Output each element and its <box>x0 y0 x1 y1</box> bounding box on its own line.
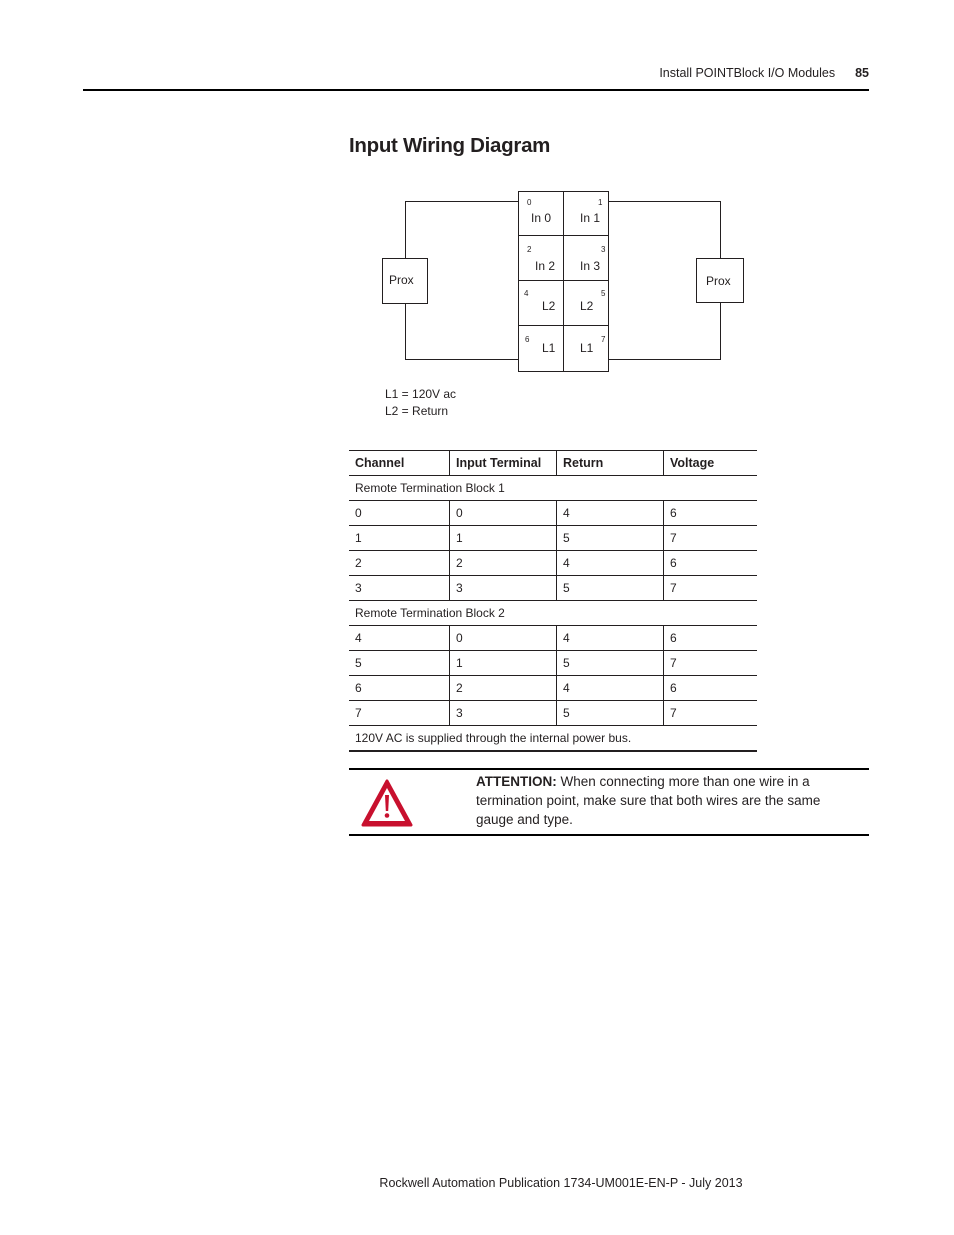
table-cell: 1 <box>450 651 557 676</box>
column-header: Return <box>557 451 664 476</box>
table-group-row <box>349 476 757 501</box>
table-row <box>349 701 757 726</box>
table-cell: 0 <box>450 626 557 651</box>
section-title: Input Wiring Diagram <box>349 134 551 157</box>
column-header: Input Terminal <box>450 451 557 476</box>
table-row <box>349 651 757 676</box>
page-footer <box>0 1176 954 1190</box>
table-cell: 4 <box>557 676 664 701</box>
terminal-label: L1 <box>580 341 594 355</box>
table-row <box>349 501 757 526</box>
table-footnote: 120V AC is supplied through the internal power bus. <box>349 726 757 752</box>
running-header <box>0 66 869 80</box>
diagram-legend <box>385 386 456 420</box>
header-rule <box>83 89 869 91</box>
legend-l1: L1 = 120V ac <box>385 387 457 401</box>
table-row <box>349 676 757 701</box>
attention-text: When connecting more than one wire in a termination point, make sure that both wires are the same gauge and type. <box>476 774 821 827</box>
table-cell: 1 <box>450 526 557 551</box>
terminal-number: 5 <box>601 289 606 298</box>
right-wire-top <box>609 202 721 259</box>
table-cell: 5 <box>557 701 664 726</box>
right-wire-bottom <box>609 303 721 360</box>
table-cell: 2 <box>349 551 450 576</box>
terminal-number: 2 <box>527 245 532 254</box>
terminal-number: 4 <box>524 289 529 298</box>
table-cell: 5 <box>557 651 664 676</box>
table-cell: 4 <box>557 501 664 526</box>
table-cell: 6 <box>664 676 758 701</box>
table-cell: 4 <box>557 551 664 576</box>
publication-info: Rockwell Automation Publication 1734-UM001E-EN-P - July 2013 <box>379 1176 743 1190</box>
table-header-row <box>349 451 757 476</box>
table-cell: 5 <box>557 576 664 601</box>
table-cell: 7 <box>664 701 758 726</box>
terminal-label: In 3 <box>580 259 601 273</box>
table-cell: 3 <box>349 576 450 601</box>
terminal-label: In 1 <box>580 211 601 225</box>
terminal-number: 3 <box>601 245 606 254</box>
table-row <box>349 551 757 576</box>
terminal-label: In 2 <box>535 259 556 273</box>
wiring-table <box>349 450 757 752</box>
table-row <box>349 526 757 551</box>
table-cell: 3 <box>450 701 557 726</box>
table-cell: 7 <box>349 701 450 726</box>
table-row <box>349 576 757 601</box>
left-wire-bottom <box>406 304 519 360</box>
terminal-label: L1 <box>542 341 556 355</box>
table-cell: 2 <box>450 551 557 576</box>
terminal-number: 1 <box>598 198 603 207</box>
attention-top-rule <box>349 768 869 770</box>
group-title: Remote Termination Block 2 <box>349 601 757 626</box>
page-number: 85 <box>855 66 869 80</box>
table-cell: 2 <box>450 676 557 701</box>
table-cell: 1 <box>349 526 450 551</box>
running-header-title: Install POINTBlock I/O Modules <box>659 66 836 80</box>
table-cell: 0 <box>349 501 450 526</box>
attention-label: ATTENTION: <box>476 774 557 789</box>
table-cell: 7 <box>664 526 758 551</box>
table-footnote-row <box>349 726 757 752</box>
terminal-label: L2 <box>542 299 556 313</box>
terminal-number: 6 <box>525 335 530 344</box>
right-prox-label: Prox <box>706 274 731 288</box>
terminal-label: In 0 <box>531 211 552 225</box>
legend-l2: L2 = Return <box>385 404 449 418</box>
terminal-label: L2 <box>580 299 594 313</box>
left-wire-top <box>406 202 519 259</box>
warning-triangle-icon <box>360 778 414 828</box>
left-prox-label: Prox <box>389 273 414 287</box>
table-cell: 5 <box>349 651 450 676</box>
table-cell: 6 <box>349 676 450 701</box>
table-cell: 6 <box>664 551 758 576</box>
table-cell: 6 <box>664 626 758 651</box>
attention-note <box>476 772 856 829</box>
table-cell: 4 <box>557 626 664 651</box>
table-cell: 3 <box>450 576 557 601</box>
table-group-row <box>349 601 757 626</box>
column-header: Channel <box>349 451 450 476</box>
attention-bottom-rule <box>349 834 869 836</box>
group-title: Remote Termination Block 1 <box>349 476 757 501</box>
terminal-number: 7 <box>601 335 606 344</box>
table-cell: 7 <box>664 576 758 601</box>
table-cell: 0 <box>450 501 557 526</box>
table-cell: 6 <box>664 501 758 526</box>
table-cell: 4 <box>349 626 450 651</box>
wiring-diagram <box>370 180 770 380</box>
table-cell: 7 <box>664 651 758 676</box>
table-cell: 5 <box>557 526 664 551</box>
table-row <box>349 626 757 651</box>
column-header: Voltage <box>664 451 758 476</box>
terminal-number: 0 <box>527 198 532 207</box>
